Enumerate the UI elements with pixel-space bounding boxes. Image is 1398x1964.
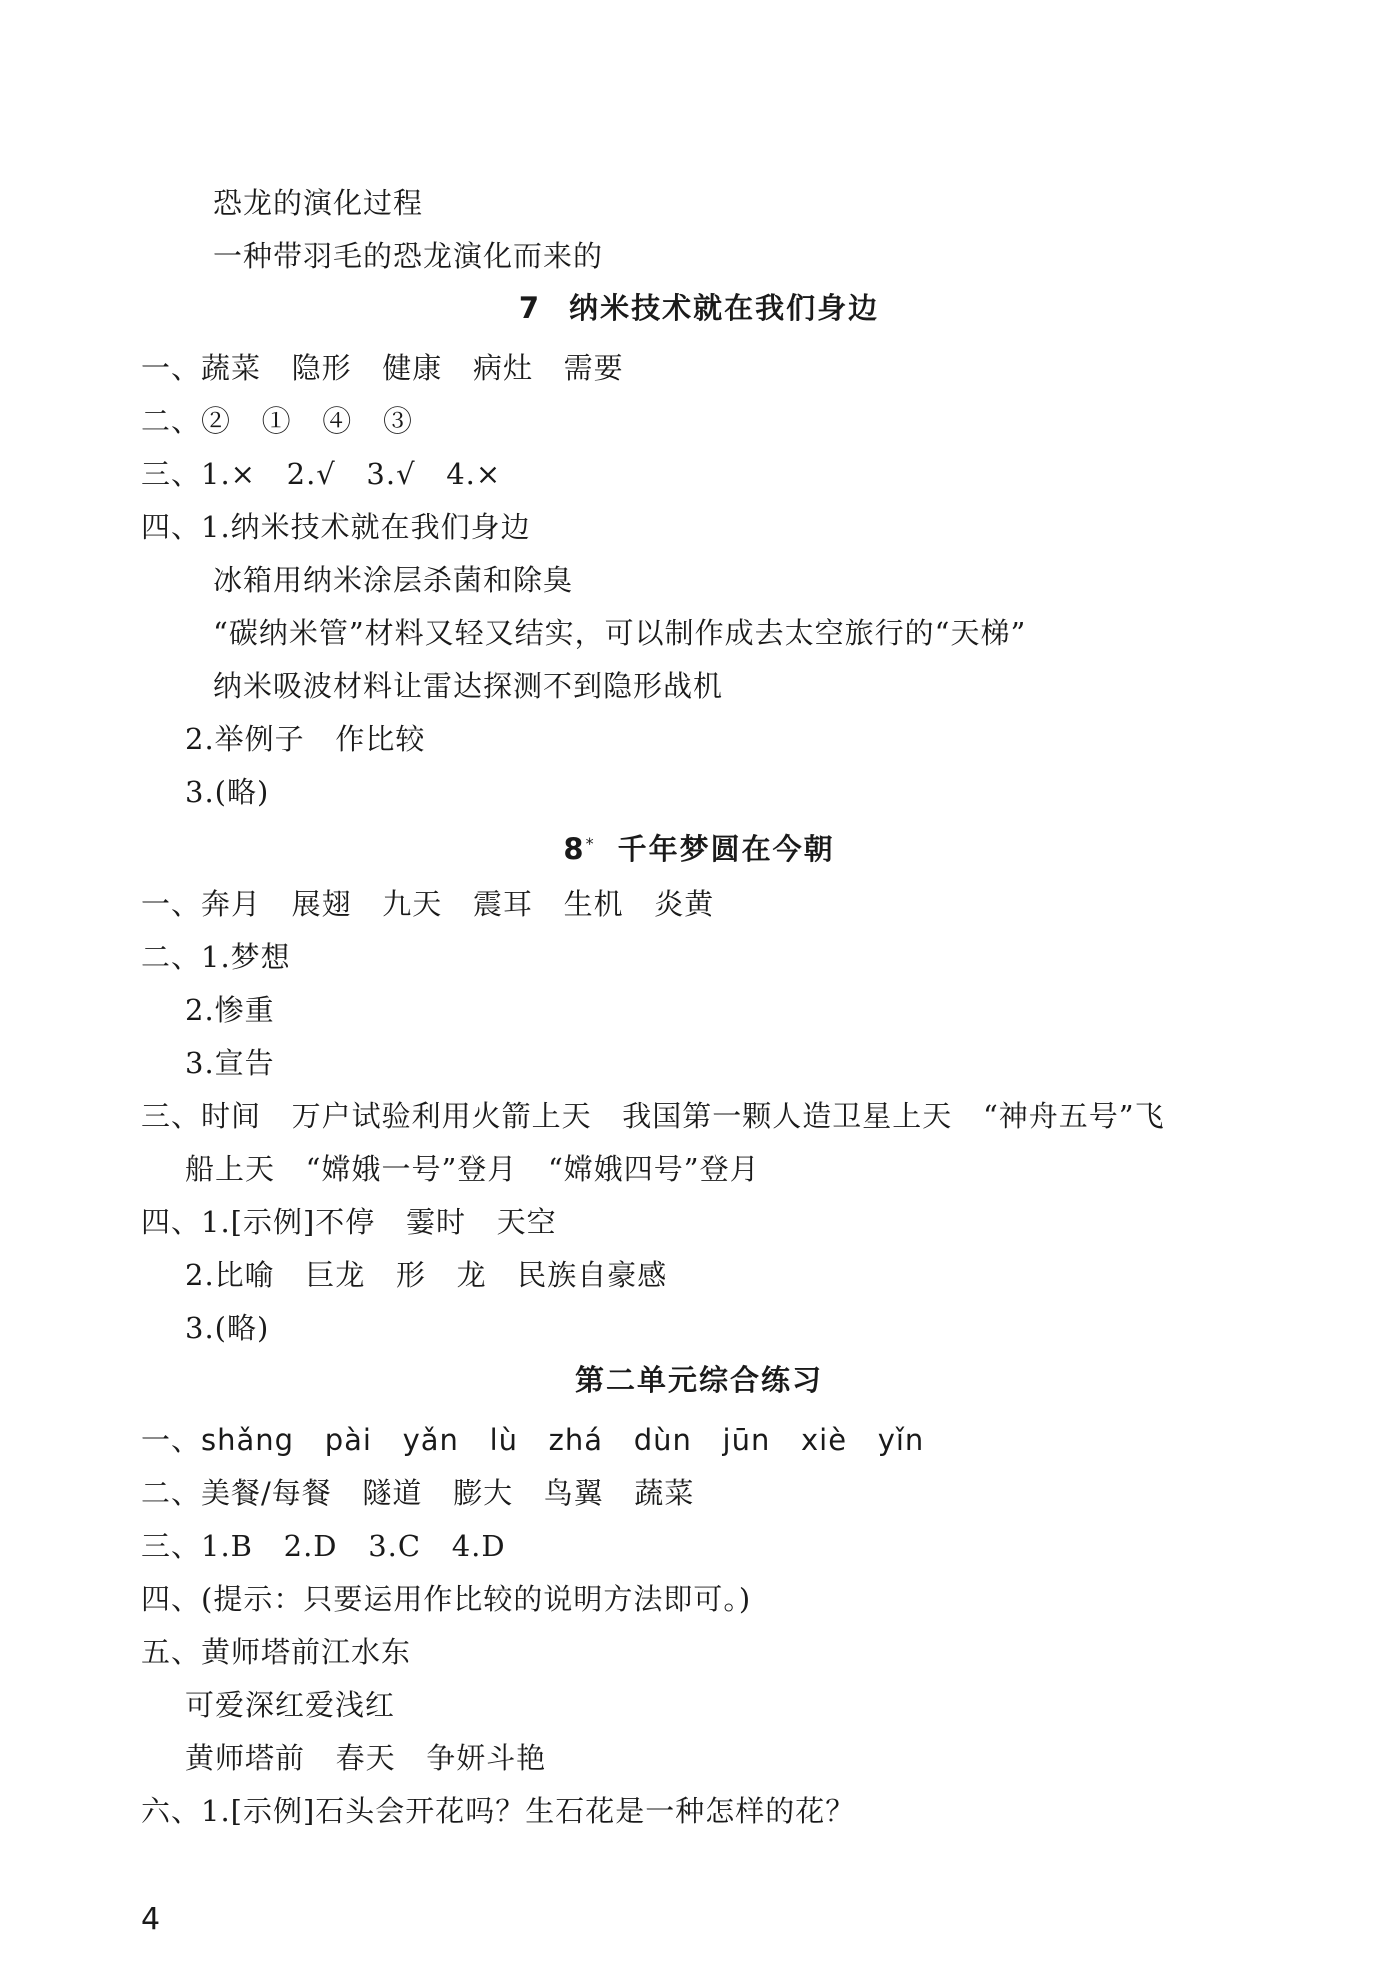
- answer-line: 黄师塔前 春天 争妍斗艳: [185, 1741, 547, 1775]
- section-number: 8: [563, 832, 586, 866]
- answer-line: 一、蔬菜 隐形 健康 病灶 需要: [141, 351, 624, 385]
- section-title-text: 千年梦圆在今朝: [617, 832, 835, 866]
- answer-line: 二、美餐/每餐 隧道 膨大 鸟翼 蔬菜: [141, 1476, 695, 1510]
- optional-star: *: [585, 834, 596, 853]
- answer-line: 六、1.[示例]石头会开花吗？生石花是一种怎样的花？: [141, 1794, 856, 1828]
- answer-line: [141, 1422, 924, 1458]
- answer-line: 2.惨重: [185, 993, 275, 1027]
- answer-line: 三、1.B 2.D 3.C 4.D: [141, 1529, 506, 1563]
- page-number: 4: [141, 1902, 161, 1937]
- answer-line: 2.比喻 巨龙 形 龙 民族自豪感: [185, 1258, 668, 1292]
- answer-line: 2.举例子 作比较: [185, 722, 426, 756]
- answer-line: 可爱深红爱浅红: [185, 1688, 396, 1722]
- answer-line: 四、1.[示例]不停 霎时 天空: [141, 1205, 557, 1239]
- section-title-7: [0, 290, 1398, 326]
- text-line: 一种带羽毛的恐龙演化而来的: [213, 239, 604, 273]
- answer-line: 3.(略): [185, 1311, 270, 1345]
- answer-line: 五、黄师塔前江水东: [141, 1635, 412, 1669]
- answer-line: 一、奔月 展翅 九天 震耳 生机 炎黄: [141, 887, 715, 921]
- answer-line: 纳米吸波材料让雷达探测不到隐形战机: [213, 669, 724, 703]
- answer-line: 3.宣告: [185, 1046, 275, 1080]
- unit-title: 第二单元综合练习: [574, 1363, 823, 1397]
- answer-line: 冰箱用纳米涂层杀菌和除臭: [213, 563, 574, 597]
- section-title-8: [0, 826, 1398, 867]
- answer-line: 二、② ① ④ ③: [141, 404, 413, 438]
- answer-line: 3.(略): [185, 775, 270, 809]
- item-prefix: 一、: [141, 1423, 202, 1457]
- section-title-text: 纳米技术就在我们身边: [569, 291, 880, 325]
- answer-line: 四、1.纳米技术就在我们身边: [141, 510, 531, 544]
- answer-line: 船上天 “嫦娥一号”登月 “嫦娥四号”登月: [185, 1152, 760, 1186]
- pinyin-answers: shǎng pài yǎn lù zhá dùn jūn xiè yǐn: [201, 1423, 925, 1457]
- answer-line: “碳纳米管”材料又轻又结实，可以制作成去太空旅行的“天梯”: [213, 616, 1027, 650]
- answer-line: 二、1.梦想: [141, 940, 291, 974]
- answer-line: 三、1.× 2.√ 3.√ 4.×: [141, 457, 502, 491]
- answer-line: 三、时间 万户试验利用火箭上天 我国第一颗人造卫星上天 “神舟五号”飞: [141, 1099, 1165, 1133]
- answer-line: 四、(提示：只要运用作比较的说明方法即可。): [141, 1582, 752, 1616]
- section-number: 7: [518, 291, 542, 325]
- text-line: 恐龙的演化过程: [213, 186, 424, 220]
